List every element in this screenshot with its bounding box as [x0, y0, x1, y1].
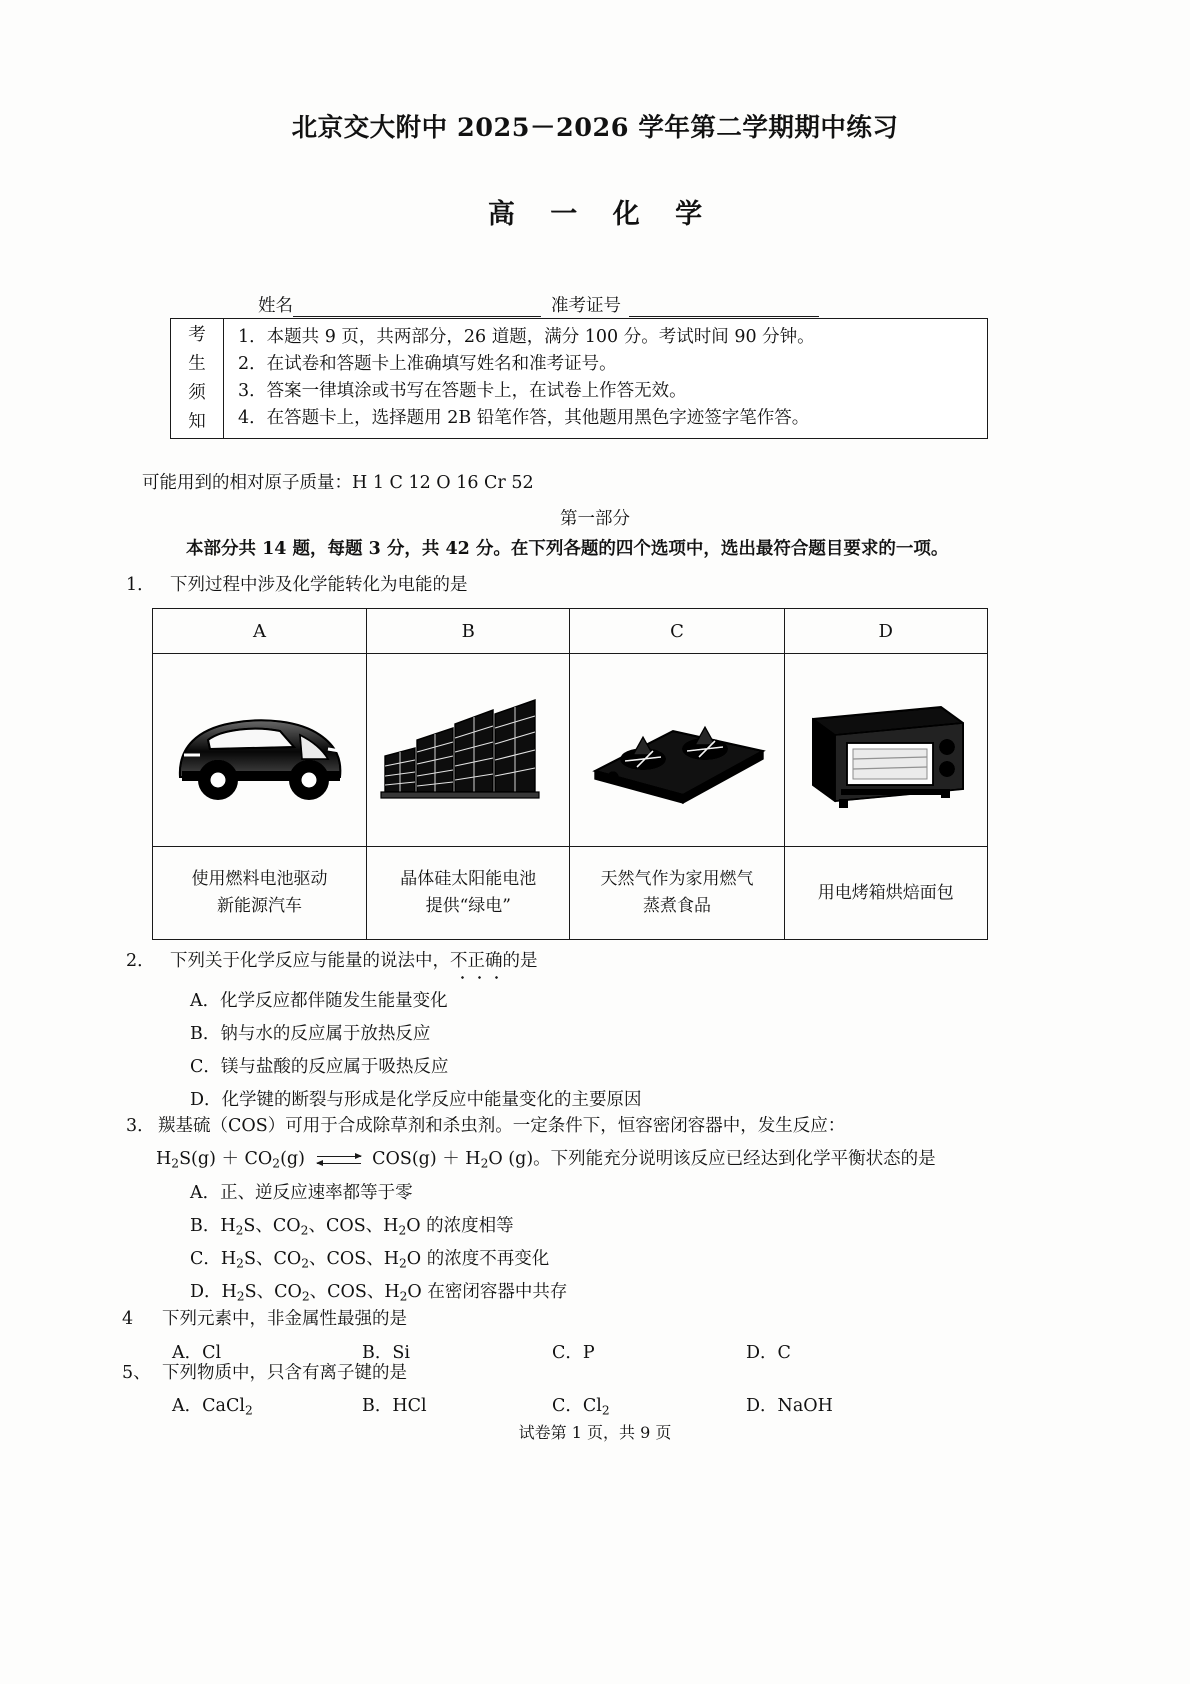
- question-4-option-c[interactable]: C．P: [552, 1343, 595, 1363]
- notice-body-column: [224, 319, 988, 439]
- notice-item-1: 1．本题共 9 页，共两部分，26 道题，满分 100 分。考试时间 90 分钟。: [238, 327, 815, 347]
- question-5-option-c[interactable]: C．$Cl_2$: [552, 1396, 610, 1418]
- solar-panel-figure: [373, 680, 563, 820]
- gas-stove-figure: [577, 685, 777, 815]
- option-b-caption-line2: 提供“绿电”: [425, 896, 511, 916]
- subject-title: 高 一 化 学: [487, 199, 716, 230]
- question-3-option-b[interactable]: B．$H_2S$、$CO_2$、COS、$H_2O$ 的浓度相等: [190, 1216, 514, 1238]
- part-one-heading: 第一部分: [560, 509, 630, 529]
- question-2-option-a[interactable]: A．化学反应都伴随发生能量变化: [190, 991, 448, 1011]
- question-3-option-c[interactable]: C．$H_2S$、$CO_2$、COS、$H_2O$ 的浓度不再变化: [190, 1249, 550, 1271]
- question-1-stem: 下列过程中涉及化学能转化为电能的是: [170, 575, 468, 595]
- question-1-number: 1．: [126, 575, 155, 595]
- notice-label-char-3: 须: [188, 382, 206, 403]
- question-4-option-a[interactable]: A．Cl: [172, 1343, 222, 1363]
- electric-car-figure: [160, 685, 360, 815]
- option-header-a: A: [153, 609, 367, 654]
- option-d-caption: [784, 847, 987, 940]
- question-2-option-b[interactable]: B．钠与水的反应属于放热反应: [190, 1024, 431, 1044]
- part-one-instruction: 本部分共 14 题，每题 3 分，共 42 分。在下列各题的四个选项中，选出最符合题目要求的一项。: [186, 539, 949, 559]
- question-2-stem-pre: 下列关于化学反应与能量的说法中，: [170, 951, 450, 971]
- question-2-number: 2．: [126, 951, 155, 971]
- admission-number-label: 准考证号: [551, 296, 621, 316]
- option-a-figure-cell: [153, 654, 367, 847]
- question-2-stem-emphasis: 不正确: [450, 948, 503, 974]
- notice-label-char-1: 考: [188, 324, 206, 345]
- atomic-mass-note: 可能用到的相对原子质量：H 1 C 12 O 16 Cr 52: [142, 473, 534, 493]
- option-header-b: B: [367, 609, 570, 654]
- question-5-stem: 下列物质中，只含有离子键的是: [162, 1363, 407, 1383]
- question-4-option-d[interactable]: D．C: [746, 1343, 791, 1363]
- question-3-number: 3．: [126, 1116, 155, 1136]
- question-3-equation-right: $COS(g) + H_2O$ (g)。下列能充分说明该反应已经达到化学平衡状态的是: [372, 1149, 936, 1171]
- question-4-option-b[interactable]: B．Si: [362, 1343, 410, 1363]
- option-b-figure-cell: [367, 654, 570, 847]
- option-c-figure-cell: [570, 654, 784, 847]
- question-3-equation-left: $H_2S(g) + CO_2(g)$: [156, 1149, 305, 1171]
- page-footer: 试卷第 1 页，共 9 页: [518, 1423, 672, 1442]
- page-title: 北京交大附中 2025－2026 学年第二学期期中练习: [291, 113, 899, 143]
- notice-label-char-2: 生: [188, 353, 206, 374]
- option-a-caption-line1: 使用燃料电池驱动: [191, 869, 328, 889]
- question-5-option-a[interactable]: A．CaCl$_2$: [172, 1396, 253, 1418]
- electric-oven-figure: [791, 685, 981, 815]
- notice-item-4: 4．在答题卡上，选择题用 2B 铅笔作答，其他题用黑色字迹签字笔作答。: [238, 408, 810, 428]
- question-4-stem: 下列元素中，非金属性最强的是: [162, 1309, 407, 1329]
- question-5-number: 5、: [122, 1363, 151, 1383]
- option-d-figure-cell: [784, 654, 987, 847]
- option-c-caption-line2: 蒸煮食品: [643, 896, 712, 916]
- name-input[interactable]: [293, 299, 541, 317]
- option-header-c: C: [570, 609, 784, 654]
- name-label: 姓名: [258, 296, 293, 316]
- notice-item-2: 2．在试卷和答题卡上准确填写姓名和准考证号。: [238, 354, 617, 374]
- question-3-equation: [156, 1146, 936, 1176]
- question-2-option-c[interactable]: C．镁与盐酸的反应属于吸热反应: [190, 1057, 449, 1077]
- question-4-number: 4: [122, 1309, 134, 1329]
- question-5-option-b[interactable]: B．HCl: [362, 1396, 427, 1416]
- option-b-caption-line1: 晶体硅太阳能电池: [400, 869, 537, 889]
- question-3-stem: 羰基硫（COS）可用于合成除草剂和杀虫剂。一定条件下，恒容密闭容器中，发生反应：: [158, 1116, 846, 1136]
- option-a-caption: [153, 847, 367, 940]
- student-identity-line: [258, 292, 1058, 317]
- option-c-caption-line1: 天然气作为家用燃气: [600, 869, 754, 889]
- option-d-caption-line1: 用电烤箱烘焙面包: [817, 882, 954, 903]
- question-5-option-d[interactable]: D．NaOH: [746, 1396, 833, 1416]
- exam-notice-table: [170, 318, 988, 439]
- notice-item-3: 3．答案一律填涂或书写在答题卡上，在试卷上作答无效。: [238, 381, 687, 401]
- option-header-d: D: [784, 609, 987, 654]
- question-1-option-table: [152, 608, 988, 940]
- question-2-stem: [170, 948, 538, 974]
- equilibrium-arrow-icon: [317, 1152, 361, 1168]
- admission-number-input[interactable]: [629, 299, 819, 317]
- notice-label-char-4: 知: [188, 411, 206, 432]
- notice-label-column: [171, 319, 224, 439]
- option-a-caption-line2: 新能源汽车: [217, 896, 303, 916]
- question-2-option-d[interactable]: D．化学键的断裂与形成是化学反应中能量变化的主要原因: [190, 1090, 642, 1110]
- option-c-caption: [570, 847, 784, 940]
- question-3-option-a[interactable]: A．正、逆反应速率都等于零: [190, 1183, 413, 1203]
- question-2-stem-post: 的是: [502, 951, 538, 971]
- question-3-option-d[interactable]: D．$H_2S$、$CO_2$、COS、$H_2O$ 在密闭容器中共存: [190, 1282, 568, 1304]
- option-b-caption: [367, 847, 570, 940]
